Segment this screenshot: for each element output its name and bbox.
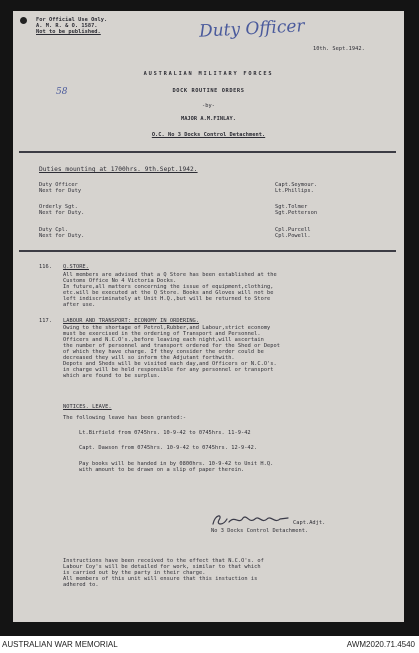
- item-text-line: after use.: [63, 302, 96, 308]
- handwritten-annotation: Duty Officer: [198, 16, 305, 42]
- duty-name: Cpl.Powell.: [275, 233, 311, 239]
- item-text-line: decreased they will so inform the Adjutant forthwith.: [63, 355, 235, 361]
- forces-title: AUSTRALIAN MILITARY FORCES: [143, 71, 274, 77]
- footer-accession-number: AWM2020.71.4540: [346, 640, 415, 649]
- footer-credit: AUSTRALIAN WAR MEMORIAL: [2, 640, 118, 649]
- signature-unit: No 3 Docks Control Detachment.: [211, 528, 309, 534]
- divider-rule: [19, 250, 396, 252]
- pay-book-notice: with amount to be drawn on a slip of paper therein.: [79, 467, 245, 473]
- punch-hole: [20, 17, 27, 24]
- duty-name: Lt.Phillips.: [275, 188, 314, 194]
- handwritten-signature: [209, 511, 291, 529]
- pay-book-notice: Pay books will be handed in by 0800hrs. 10-9-42 to Unit H.Q.: [79, 461, 274, 467]
- item-heading: LABOUR AND TRANSPORT: ECONOMY IN ORDERING.: [63, 318, 200, 324]
- orders-title: DOCK ROUTINE ORDERS: [172, 88, 245, 94]
- document-page: [13, 11, 404, 622]
- official-use-line: For Official Use Only.: [36, 17, 108, 23]
- item-text-line: Owing to the shortage of Petrol,Rubber,and Labour,strict economy: [63, 325, 271, 331]
- item-text-line: Officers and N.C.O's.,before leaving each night,will ascertain: [63, 337, 264, 343]
- duty-name: Cpl.Purcell: [275, 227, 311, 233]
- not-published-line: Not to be published.: [36, 29, 101, 35]
- oc-line: O.C. No 3 Docks Control Detachment.: [151, 132, 266, 138]
- duty-name: Capt.Seymour.: [275, 182, 318, 188]
- notices-intro: The following leave has been granted:-: [63, 415, 187, 421]
- leave-entry: Capt. Dawson from 0745hrs. 10-9-42 to 0745hrs. 12-9-42.: [79, 445, 258, 451]
- divider-rule: [19, 151, 396, 153]
- major-name: MAJOR A.M.FINLAY.: [180, 116, 237, 122]
- closing-text-line: All members of this unit will ensure that this instuction is: [63, 576, 258, 582]
- duty-label: Next for Duty: [39, 188, 82, 194]
- by-line: -by-: [202, 103, 215, 109]
- leave-entry: Lt.Birfield from 0745hrs. 10-9-42 to 0745hrs. 11-9-42: [79, 430, 251, 436]
- item-text-line: must be exercised in the ordering of Transport and Personnel.: [63, 331, 261, 337]
- duty-name: Sgt.Petterson: [275, 210, 318, 216]
- duty-label: Next for Duty.: [39, 233, 85, 239]
- item-heading: Q.STORE.: [63, 264, 89, 270]
- item-text-line: which are found to be surplus.: [63, 373, 161, 379]
- item-number: 116.: [39, 264, 52, 270]
- item-number: 117.: [39, 318, 52, 324]
- item-text-line: Depots and Sheds will be visited each day,and Officers or N.C.O's.: [63, 361, 277, 367]
- closing-text-line: Labour Coy's will be detailed for work, similar to that which: [63, 564, 261, 570]
- closing-text-line: Instructions have been received to the effect that N.C.O's. of: [63, 558, 264, 564]
- duty-name: Sgt.Tolmer: [275, 204, 308, 210]
- duty-label: Orderly Sgt.: [39, 204, 78, 210]
- item-text-line: Customs Office No 4 Victoria Docks.: [63, 278, 177, 284]
- duty-label: Duty Cpl.: [39, 227, 69, 233]
- signature-title: Capt.Adjt.: [293, 520, 326, 526]
- item-text-line: In future,all matters concerning the issue of equipment,clothing,: [63, 284, 274, 290]
- duties-heading: Duties mounting at 1700hrs. 9th.Sept.1942.: [39, 166, 198, 173]
- margin-number: 58: [56, 87, 68, 97]
- duty-label: Next for Duty.: [39, 210, 85, 216]
- item-text-line: of which they have charge. If they consider the order could be: [63, 349, 264, 355]
- document-date: 10th. Sept.1942.: [313, 46, 365, 52]
- regulation-reference: A. M. R. & O. 1587.: [36, 23, 98, 29]
- notices-heading: NOTICES. LEAVE.: [63, 404, 112, 410]
- item-text-line: the number of personnel and transport ordered for the Shed or Depot: [63, 343, 281, 349]
- closing-text-line: adhered to.: [63, 582, 99, 588]
- duty-label: Duty Officer: [39, 182, 78, 188]
- item-text-line: All members are advised that a Q Store has been established at the: [63, 272, 277, 278]
- item-text-line: in charge will be held responsible for any personnel or transport: [63, 367, 274, 373]
- closing-text-line: is carried out by the party in their charge.: [63, 570, 206, 576]
- item-text-line: etc.will be executed at the Q Store. Books and Gloves will not be: [63, 290, 274, 296]
- item-text-line: left indiscriminately at Unit H.Q.,but will be returned to Store: [63, 296, 271, 302]
